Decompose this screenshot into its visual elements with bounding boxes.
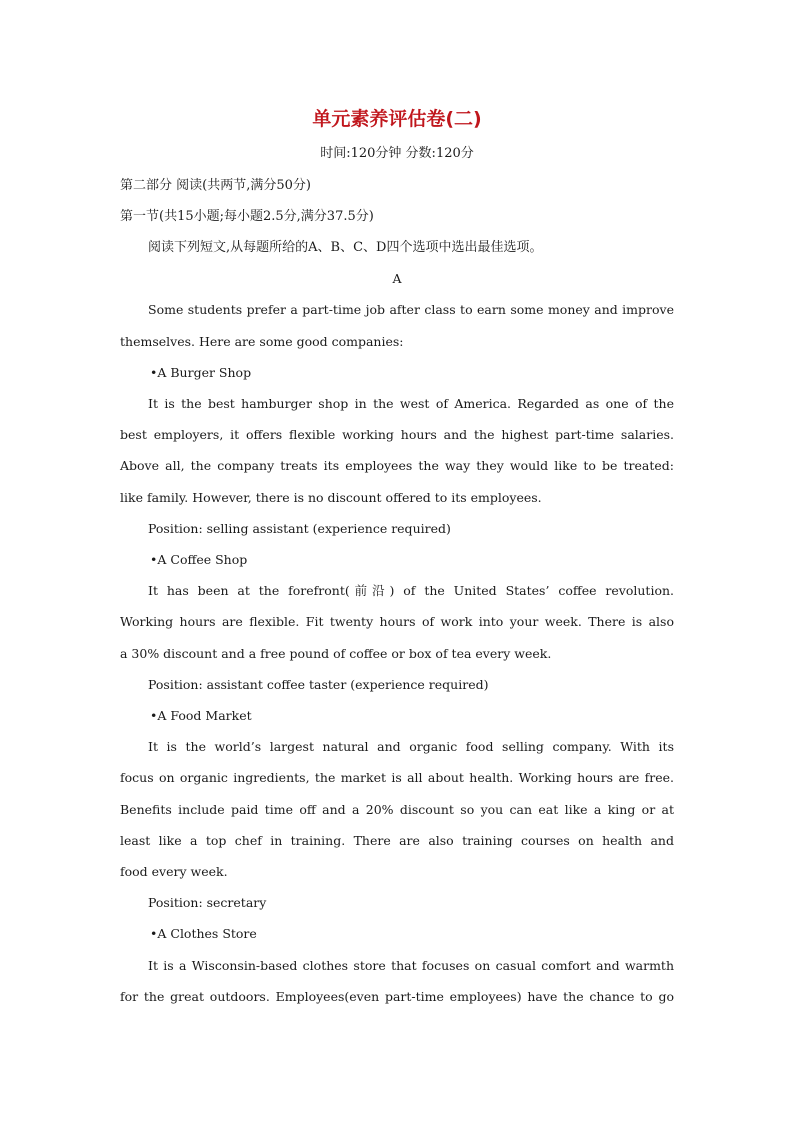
- intro-line: themselves. Here are some good companies:: [120, 334, 404, 349]
- position-line: Position: selling assistant (experience required): [148, 521, 451, 536]
- paragraph-line: least like a top chef in training. There are also training courses on health and: [120, 833, 674, 848]
- paragraph-line: Above all, the company treats its employees the way they would like to be treated:: [120, 458, 674, 473]
- exam-meta: 时间:120分钟 分数:120分: [320, 146, 474, 161]
- paragraph-line: It is a Wisconsin-based clothes store that focuses on casual comfort and warmth: [148, 958, 674, 973]
- position-line: Position: secretary: [148, 895, 267, 910]
- company-name-coffee: •A Coffee Shop: [150, 552, 248, 567]
- paragraph-line: best employers, it offers flexible working hours and the highest part-time salaries.: [120, 427, 674, 442]
- paragraph-line: It is the best hamburger shop in the west of America. Regarded as one of the: [148, 396, 674, 411]
- intro-line: Some students prefer a part-time job after class to earn some money and improve: [148, 302, 674, 317]
- page-title: 单元素养评估卷(二): [312, 108, 482, 130]
- paragraph-line: It has been at the forefront(前沿) of the United States’ coffee revolution.: [148, 583, 674, 598]
- paragraph-line: for the great outdoors. Employees(even part-time employees) have the chance to go: [120, 989, 674, 1004]
- paragraph-line: Working hours are flexible. Fit twenty hours of work into your week. There is also: [120, 614, 674, 629]
- subsection-heading: 第一节(共15小题;每小题2.5分,满分37.5分): [120, 209, 374, 224]
- paragraph-line: like family. However, there is no discount offered to its employees.: [120, 490, 542, 505]
- paragraph-line: It is the world’s largest natural and organic food selling company. With its: [148, 739, 674, 754]
- position-line: Position: assistant coffee taster (experience required): [148, 677, 489, 692]
- passage-label: A: [392, 271, 402, 286]
- paragraph-line: food every week.: [120, 864, 228, 879]
- company-name-clothes: •A Clothes Store: [150, 926, 257, 941]
- instruction-text: 阅读下列短文,从每题所给的A、B、C、D四个选项中选出最佳选项。: [148, 240, 543, 255]
- paragraph-line: focus on organic ingredients, the market is all about health. Working hours are free.: [120, 770, 674, 785]
- company-name-burger: •A Burger Shop: [150, 365, 252, 380]
- company-name-food: •A Food Market: [150, 708, 252, 723]
- paragraph-line: Benefits include paid time off and a 20% discount so you can eat like a king or at: [120, 802, 674, 817]
- part-heading: 第二部分 阅读(共两节,满分50分): [120, 178, 311, 193]
- paragraph-line: a 30% discount and a free pound of coffee or box of tea every week.: [120, 646, 552, 661]
